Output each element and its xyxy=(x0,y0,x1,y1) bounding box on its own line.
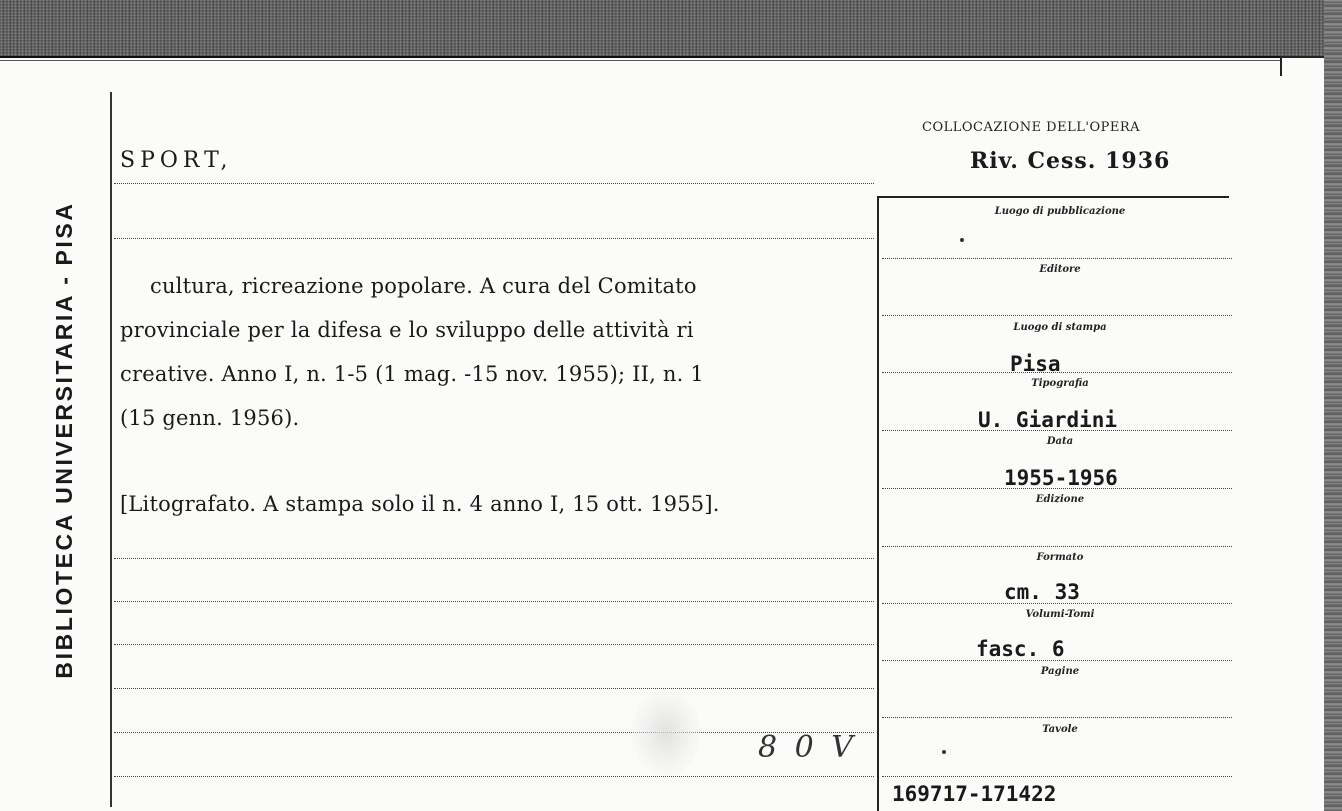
card-corner-mark-horizontal xyxy=(1280,56,1325,58)
panel-rule xyxy=(882,776,1232,777)
label-edizione: Edizione xyxy=(1035,494,1085,505)
panel-rule xyxy=(882,315,1232,316)
label-luogo-pubblicazione: Luogo di pubblicazione xyxy=(994,206,1126,217)
rule-line xyxy=(114,776,874,777)
value-formato: cm. 33 xyxy=(1004,580,1080,604)
label-editore: Editore xyxy=(1039,264,1081,275)
rule-line xyxy=(114,183,874,184)
description-line-4: (15 genn. 1956). xyxy=(120,406,300,430)
rule-line xyxy=(114,644,874,645)
rule-line xyxy=(114,238,874,239)
handwritten-mark: 8 0 V xyxy=(758,730,857,765)
panel-rule xyxy=(882,717,1232,718)
value-data: 1955-1956 xyxy=(1004,466,1118,490)
library-name: BIBLIOTECA UNIVERSITARIA - PISA xyxy=(51,201,77,679)
panel-rule xyxy=(882,372,1232,373)
collocation-value: Riv. Cess. 1936 xyxy=(970,148,1171,174)
label-tavole: Tavole xyxy=(1042,724,1078,735)
label-luogo-stampa: Luogo di stampa xyxy=(1013,322,1107,333)
scan-smudge xyxy=(632,690,700,776)
description-line-2: provinciale per la difesa e lo sviluppo delle attività ri xyxy=(120,318,694,342)
rule-line xyxy=(114,558,874,559)
rule-line xyxy=(114,688,874,689)
record-note: [Litografato. A stampa solo il n. 4 anno I, 15 ott. 1955]. xyxy=(120,492,720,516)
label-tipografia: Tipografia xyxy=(1031,378,1089,389)
panel-rule xyxy=(882,603,1232,604)
scan-top-border xyxy=(0,0,1342,56)
left-margin-rule xyxy=(110,92,112,807)
value-volumi-tomi: fasc. 6 xyxy=(976,637,1065,661)
value-inventario: 169717-171422 xyxy=(892,782,1057,806)
value-tipografia: U. Giardini xyxy=(978,408,1118,432)
card-corner-mark xyxy=(1280,56,1282,76)
ink-speck xyxy=(960,238,964,242)
value-luogo-stampa: Pisa xyxy=(1010,352,1061,376)
label-pagine: Pagine xyxy=(1040,666,1080,677)
panel-left-rule xyxy=(877,196,879,811)
collocation-header: COLLOCAZIONE DELL'OPERA xyxy=(922,120,1141,135)
card-top-rule xyxy=(0,56,1330,58)
panel-rule xyxy=(882,430,1232,431)
panel-rule xyxy=(882,488,1232,489)
label-formato: Formato xyxy=(1036,552,1084,563)
panel-rule xyxy=(882,258,1232,259)
scan-right-border xyxy=(1324,0,1342,811)
record-title: SPORT, xyxy=(120,148,233,173)
label-data: Data xyxy=(1046,436,1074,447)
description-line-3: creative. Anno I, n. 1-5 (1 mag. -15 nov. 1955); II, n. 1 xyxy=(120,362,704,386)
panel-rule xyxy=(882,660,1232,661)
card-top-rule-inner xyxy=(0,60,1280,61)
description-line-1: cultura, ricreazione popolare. A cura del Comitato xyxy=(150,274,697,298)
panel-rule xyxy=(882,546,1232,547)
panel-top-rule xyxy=(877,196,1229,198)
rule-line xyxy=(114,601,874,602)
ink-speck xyxy=(942,750,946,754)
label-volumi-tomi: Volumi-Tomi xyxy=(1025,609,1095,620)
